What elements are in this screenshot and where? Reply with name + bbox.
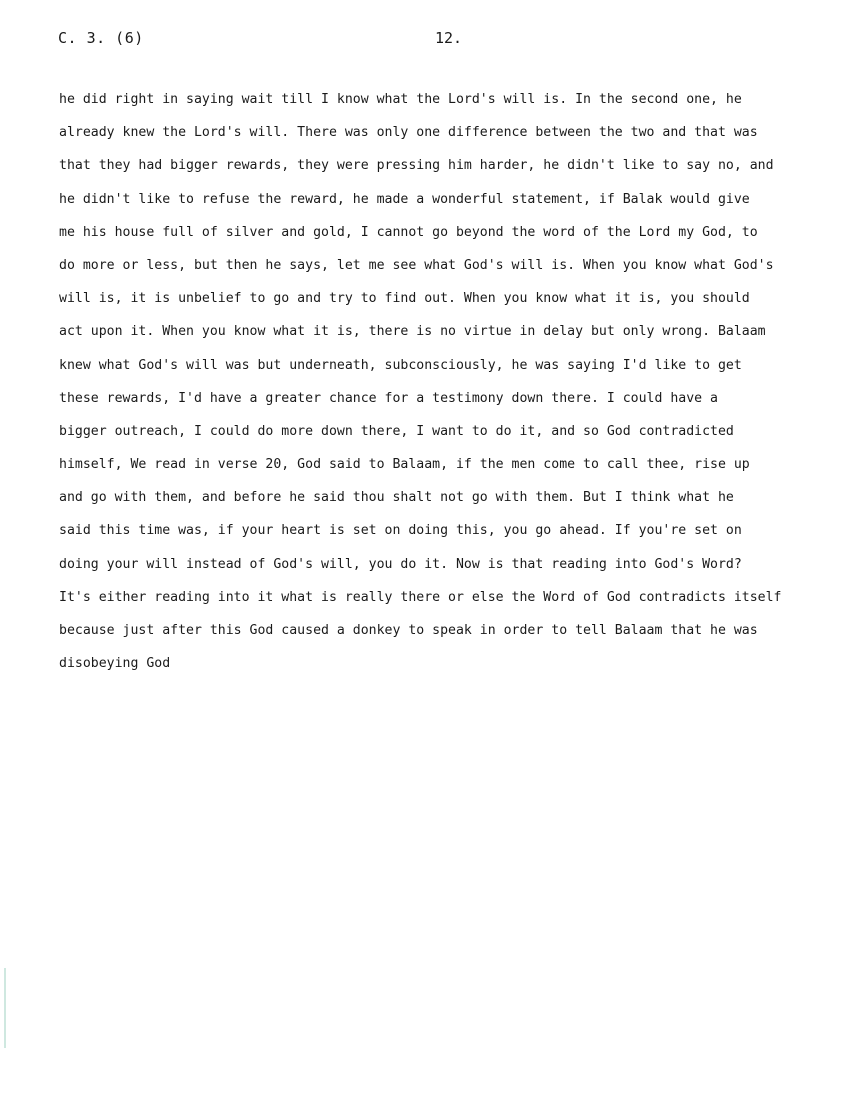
text-line: and go with them, and before he said thou shalt not go with them. But I think what he [59, 490, 734, 506]
text-line: bigger outreach, I could do more down there, I want to do it, and so God contradicted [59, 423, 734, 439]
text-line: It's either reading into it what is really there or else the Word of God contradicts itself [59, 589, 782, 605]
section-reference: C. 3. (6) [58, 29, 144, 47]
text-line: knew what God's will was but underneath, subconsciously, he was saying I'd like to get [59, 357, 742, 373]
text-line: doing your will instead of God's will, you do it. Now is that reading into God's Word? [59, 556, 742, 572]
text-line: said this time was, if your heart is set on doing this, you go ahead. If you're set on [59, 523, 742, 539]
text-line: himself, We read in verse 20, God said to Balaam, if the men come to call thee, rise up [59, 457, 750, 473]
body-text [59, 90, 849, 687]
text-line: disobeying God [59, 656, 171, 672]
scan-margin-mark [4, 968, 6, 1048]
text-line: he did right in saying wait till I know what the Lord's will is. In the second one, he [59, 92, 742, 107]
text-line: because just after this God caused a donkey to speak in order to tell Balaam that he was [59, 623, 758, 638]
text-line: that they had bigger rewards, they were pressing him harder, he didn't like to say no, and [59, 158, 774, 174]
text-line: will is, it is unbelief to go and try to find out. When you know what it is, you should [59, 291, 750, 307]
text-line: already knew the Lord's will. There was only one difference between the two and that was [59, 125, 758, 141]
text-line: me his house full of silver and gold, I cannot go beyond the word of the Lord my God, to [59, 224, 758, 240]
text-line: these rewards, I'd have a greater chance for a testimony down there. I could have a [59, 390, 718, 406]
text-line: do more or less, but then he says, let me see what God's will is. When you know what God's [59, 257, 774, 273]
page-number: 12. [435, 29, 463, 47]
text-line: he didn't like to refuse the reward, he made a wonderful statement, if Balak would give [59, 191, 750, 207]
text-line: act upon it. When you know what it is, there is no virtue in delay but only wrong. Balaam [59, 324, 766, 340]
